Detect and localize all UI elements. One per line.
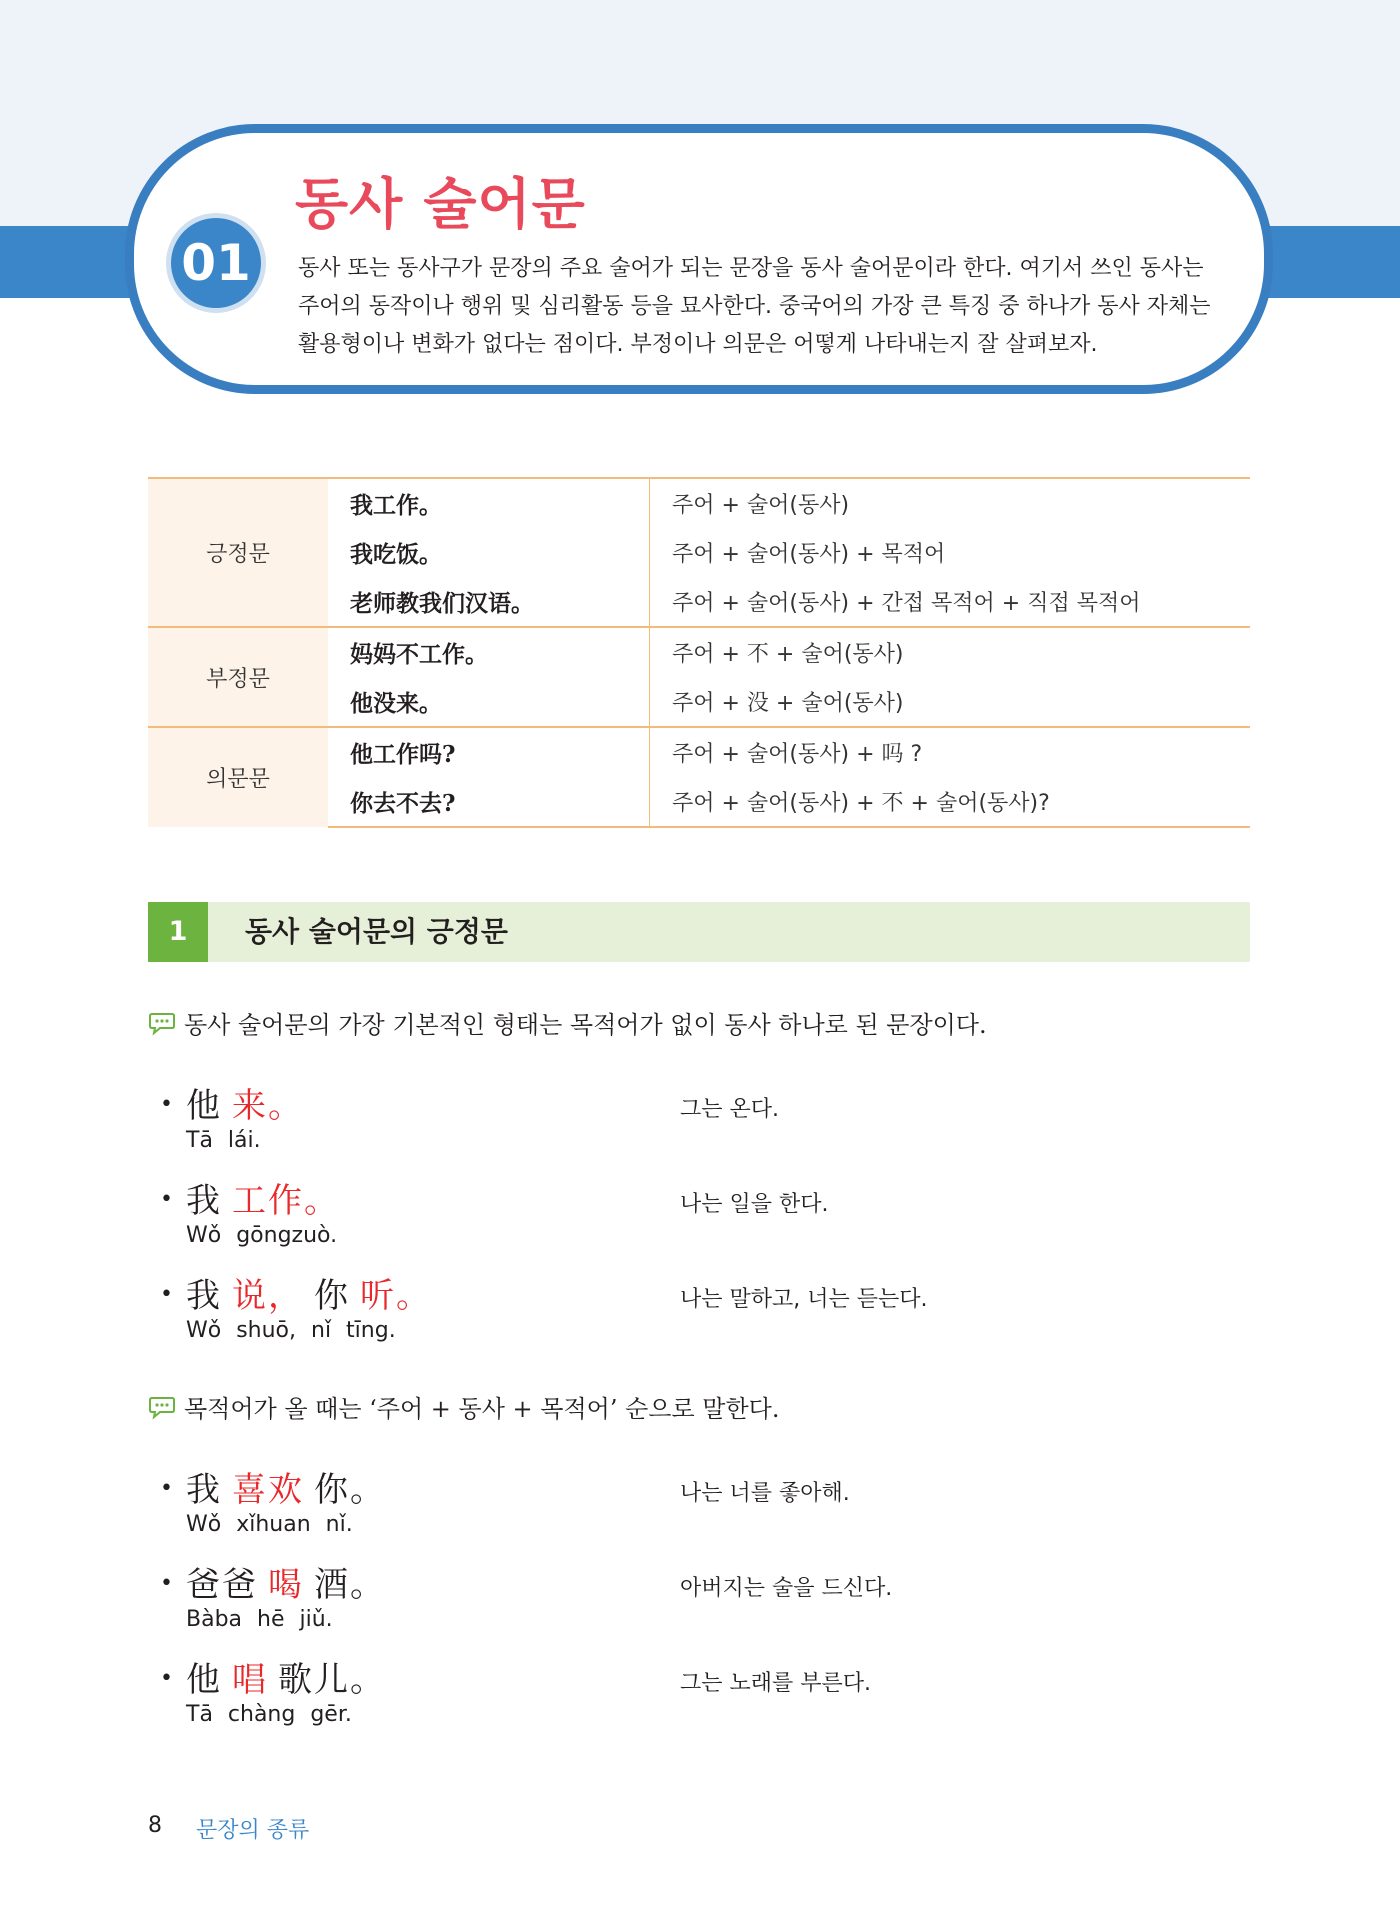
row-label-affirmative: 긍정문 [148, 478, 328, 627]
verb-word: 工作。 [232, 1181, 340, 1221]
example-chinese [186, 1078, 314, 1127]
bullet: • [160, 1666, 173, 1691]
example-translation: 나는 말하고, 너는 듣는다. [680, 1287, 928, 1312]
note-2 [148, 1389, 779, 1424]
example-pinyin: Bàba hē jiǔ. [186, 1607, 333, 1632]
word: 我 [186, 1181, 222, 1221]
sentence-pattern-table [148, 477, 1250, 828]
example-item [160, 1557, 1160, 1653]
row-label-interrogative: 의문문 [148, 727, 328, 827]
example-item [160, 1268, 1160, 1364]
page-title: 동사 술어문 [295, 172, 586, 236]
example-item [160, 1462, 1160, 1558]
example-translation: 나는 너를 좋아해. [680, 1481, 850, 1506]
table-row [148, 727, 1250, 777]
example-translation: 그는 노래를 부른다. [680, 1671, 871, 1696]
table-example-zh: 我工作。 [328, 478, 650, 528]
speech-bubble-icon [148, 1396, 176, 1420]
word: 你。 [314, 1470, 386, 1510]
word: 酒。 [314, 1565, 386, 1605]
bullet: • [160, 1092, 173, 1117]
table-row [148, 478, 1250, 528]
verb-word: 听。 [360, 1276, 432, 1316]
note-text: 목적어가 올 때는 ‘주어 + 동사 + 목적어’ 순으로 말한다. [184, 1395, 780, 1423]
intro-paragraph: 동사 또는 동사구가 문장의 주요 술어가 되는 문장을 동사 술어문이라 한다. 여기서 쓰인 동사는 주어의 동작이나 행위 및 심리활동 등을 묘사한다. 중국어의 가장 큰 특징 중 하나가 동사 자체는 활용형이나 변화가 없다는 점이다. 부정이나 의문은 어떻게 나타내는지 잘 살펴보자. [298, 256, 1211, 357]
table-pattern: 주어 + 술어(동사) + 목적어 [672, 542, 946, 567]
example-translation: 아버지는 술을 드신다. [680, 1576, 893, 1601]
table-pattern: 주어 + 不 + 술어(동사) [650, 627, 1251, 677]
table-example-zh: 妈妈不工作。 [328, 627, 650, 677]
row-label-negative: 부정문 [148, 627, 328, 727]
example-item [160, 1173, 1160, 1269]
table-pattern: 주어 + 没 + 술어(동사) [672, 691, 904, 716]
table-example-zh: 我吃饭。 [328, 528, 650, 577]
chapter-number-badge: 01 [166, 213, 266, 313]
verb-word: 唱 [232, 1660, 268, 1700]
note-1 [148, 1005, 987, 1040]
bullet: • [160, 1187, 173, 1212]
table-pattern: 주어 + 술어(동사) + 吗 ? [650, 727, 1251, 777]
example-translation: 나는 일을 한다. [680, 1192, 829, 1217]
word: 他 [186, 1660, 222, 1700]
word: 我 [186, 1276, 222, 1316]
page-number: 8 [148, 1813, 162, 1838]
running-footer-title: 문장의 종류 [196, 1818, 310, 1843]
speech-bubble-icon [148, 1012, 176, 1036]
word: 爸爸 [186, 1565, 258, 1605]
verb-word: 喜欢 [232, 1470, 304, 1510]
example-chinese [186, 1557, 396, 1606]
example-chinese [186, 1173, 350, 1222]
word: 他 [186, 1086, 222, 1126]
example-chinese [186, 1268, 442, 1317]
section-header [148, 902, 1250, 962]
verb-word: 说， [232, 1276, 304, 1316]
example-pinyin: Wǒ gōngzuò. [186, 1223, 338, 1248]
table-row [148, 627, 1250, 677]
example-item [160, 1652, 1160, 1748]
word: 你 [314, 1276, 350, 1316]
table-pattern: 주어 + 술어(동사) [650, 478, 1251, 528]
example-item [160, 1078, 1160, 1174]
verb-word: 喝 [268, 1565, 304, 1605]
word: 我 [186, 1470, 222, 1510]
section-number: 1 [148, 902, 208, 962]
table-example-zh: 他没来。 [328, 677, 650, 727]
example-chinese [186, 1652, 396, 1701]
section-title: 동사 술어문의 긍정문 [245, 915, 508, 948]
verb-word: 来。 [232, 1086, 304, 1126]
bullet: • [160, 1476, 173, 1501]
bullet: • [160, 1571, 173, 1596]
example-pinyin: Tā lái. [186, 1128, 261, 1153]
example-pinyin: Wǒ shuō, nǐ tīng. [186, 1318, 396, 1343]
table-pattern: 주어 + 술어(동사) + 不 + 술어(동사)? [650, 777, 1251, 827]
table-pattern: 주어 + 술어(동사) + 간접 목적어 + 직접 목적어 [672, 591, 1141, 616]
table-example-zh: 他工作吗? [328, 727, 650, 777]
example-translation: 그는 온다. [680, 1097, 779, 1122]
bullet: • [160, 1282, 173, 1307]
example-pinyin: Wǒ xǐhuan nǐ. [186, 1512, 353, 1537]
example-pinyin: Tā chàng gēr. [186, 1702, 352, 1727]
table-example-zh: 老师教我们汉语。 [328, 577, 650, 627]
word: 歌儿。 [278, 1660, 386, 1700]
example-chinese [186, 1462, 396, 1511]
note-text: 동사 술어문의 가장 기본적인 형태는 목적어가 없이 동사 하나로 된 문장이다. [184, 1011, 987, 1039]
table-example-zh: 你去不去? [328, 777, 650, 827]
